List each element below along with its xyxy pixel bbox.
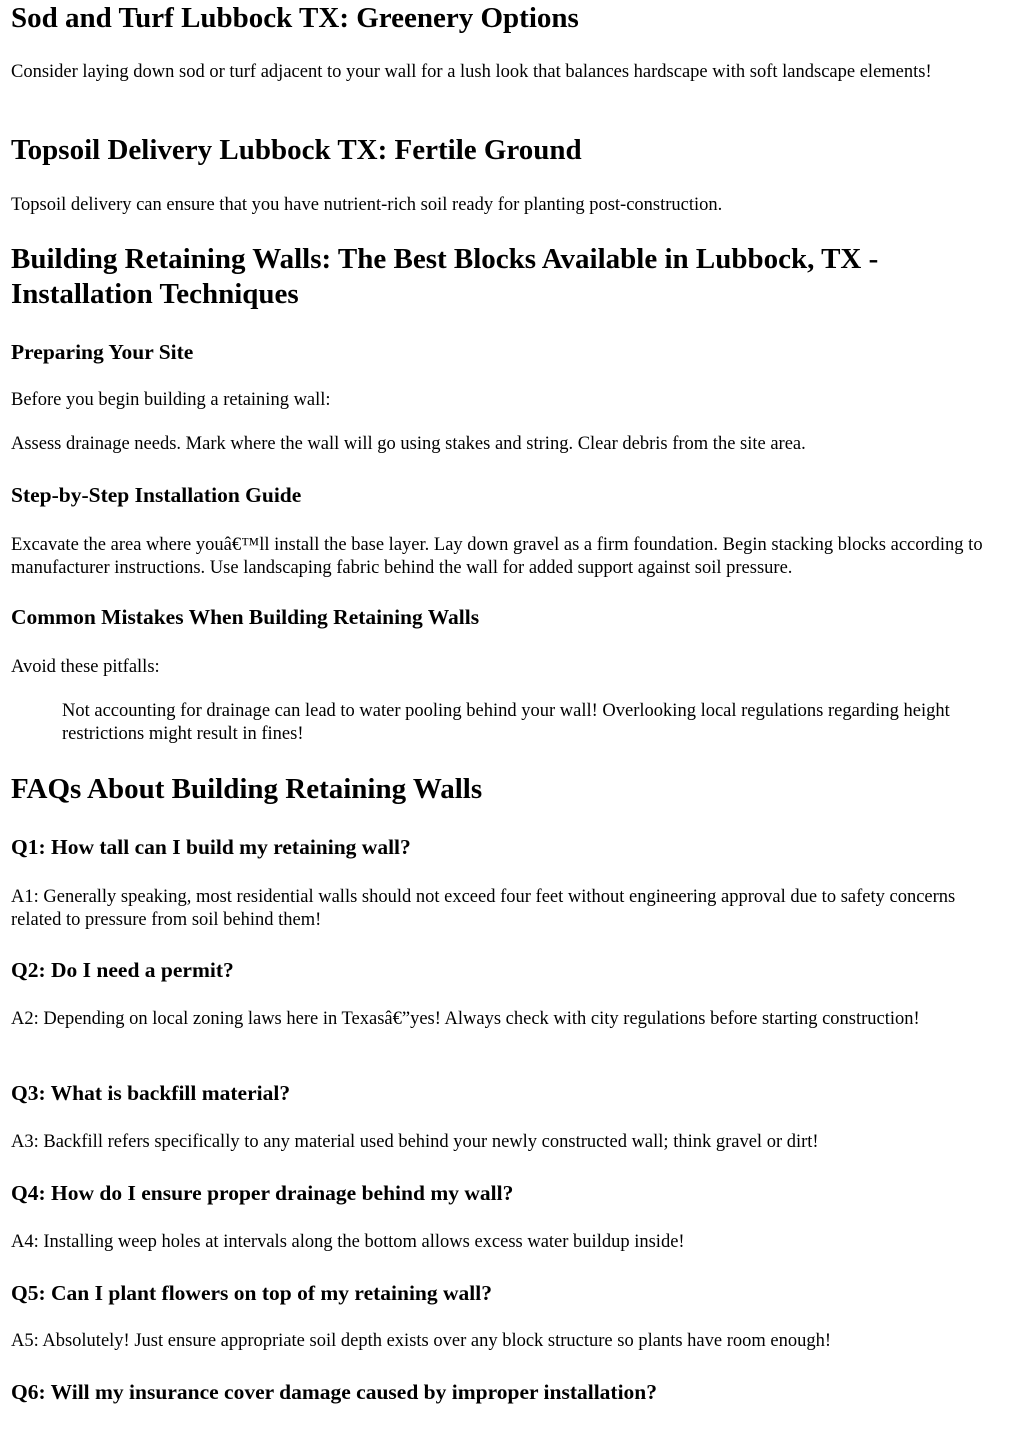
faq-question-1: Q1: How tall can I build my retaining wall? [11,835,411,859]
faq-question-6: Q6: Will my insurance cover damage caused by improper installation? [11,1380,658,1404]
faq-question-4: Q4: How do I ensure proper drainage behind my wall? [11,1181,514,1205]
building-heading: Building Retaining Walls: The Best Blocks Available in Lubbock, TX - Installation Techniques [11,243,879,310]
guide-paragraph: Excavate the area where youâ€™ll install the base layer. Lay down gravel as a firm foundation. Begin stacking blocks according to manufacturer instructions. Use landscaping fabric behind the wall for added support against soil pressure. [11,535,983,578]
faq-answer-2: A2: Depending on local zoning laws here in Texasâ€”yes! Always check with city regulations before starting construction! [11,1009,920,1029]
faq-question-5: Q5: Can I plant flowers on top of my retaining wall? [11,1281,492,1305]
mistakes-heading: Common Mistakes When Building Retaining Walls [11,605,480,629]
sod-paragraph: Consider laying down sod or turf adjacent to your wall for a lush look that balances hardscape with soft landscape elements! [11,62,932,82]
faq-answer-3: A3: Backfill refers specifically to any material used behind your newly constructed wall; think gravel or dirt! [11,1132,819,1152]
guide-heading: Step-by-Step Installation Guide [11,483,302,507]
mistakes-blockquote: Not accounting for drainage can lead to water pooling behind your wall! Overlooking local regulations regarding height restrictions might result in fines! [62,701,950,744]
mistakes-intro: Avoid these pitfalls: [11,657,160,677]
sod-heading: Sod and Turf Lubbock TX: Greenery Options [11,2,579,34]
faq-question-2: Q2: Do I need a permit? [11,958,234,982]
faq-answer-4: A4: Installing weep holes at intervals along the bottom allows excess water buildup inside! [11,1232,685,1252]
faq-question-3: Q3: What is backfill material? [11,1081,291,1105]
faqs-heading: FAQs About Building Retaining Walls [11,773,483,805]
preparing-steps: Assess drainage needs. Mark where the wall will go using stakes and string. Clear debris from the site area. [11,434,806,454]
preparing-intro: Before you begin building a retaining wall: [11,390,331,410]
faq-answer-5: A5: Absolutely! Just ensure appropriate soil depth exists over any block structure so plants have room enough! [11,1331,831,1351]
topsoil-heading: Topsoil Delivery Lubbock TX: Fertile Ground [11,134,582,166]
faq-answer-1: A1: Generally speaking, most residential walls should not exceed four feet without engineering approval due to safety concerns related to pressure from soil behind them! [11,887,956,930]
preparing-heading: Preparing Your Site [11,340,194,364]
topsoil-paragraph: Topsoil delivery can ensure that you have nutrient-rich soil ready for planting post-construction. [11,195,723,215]
